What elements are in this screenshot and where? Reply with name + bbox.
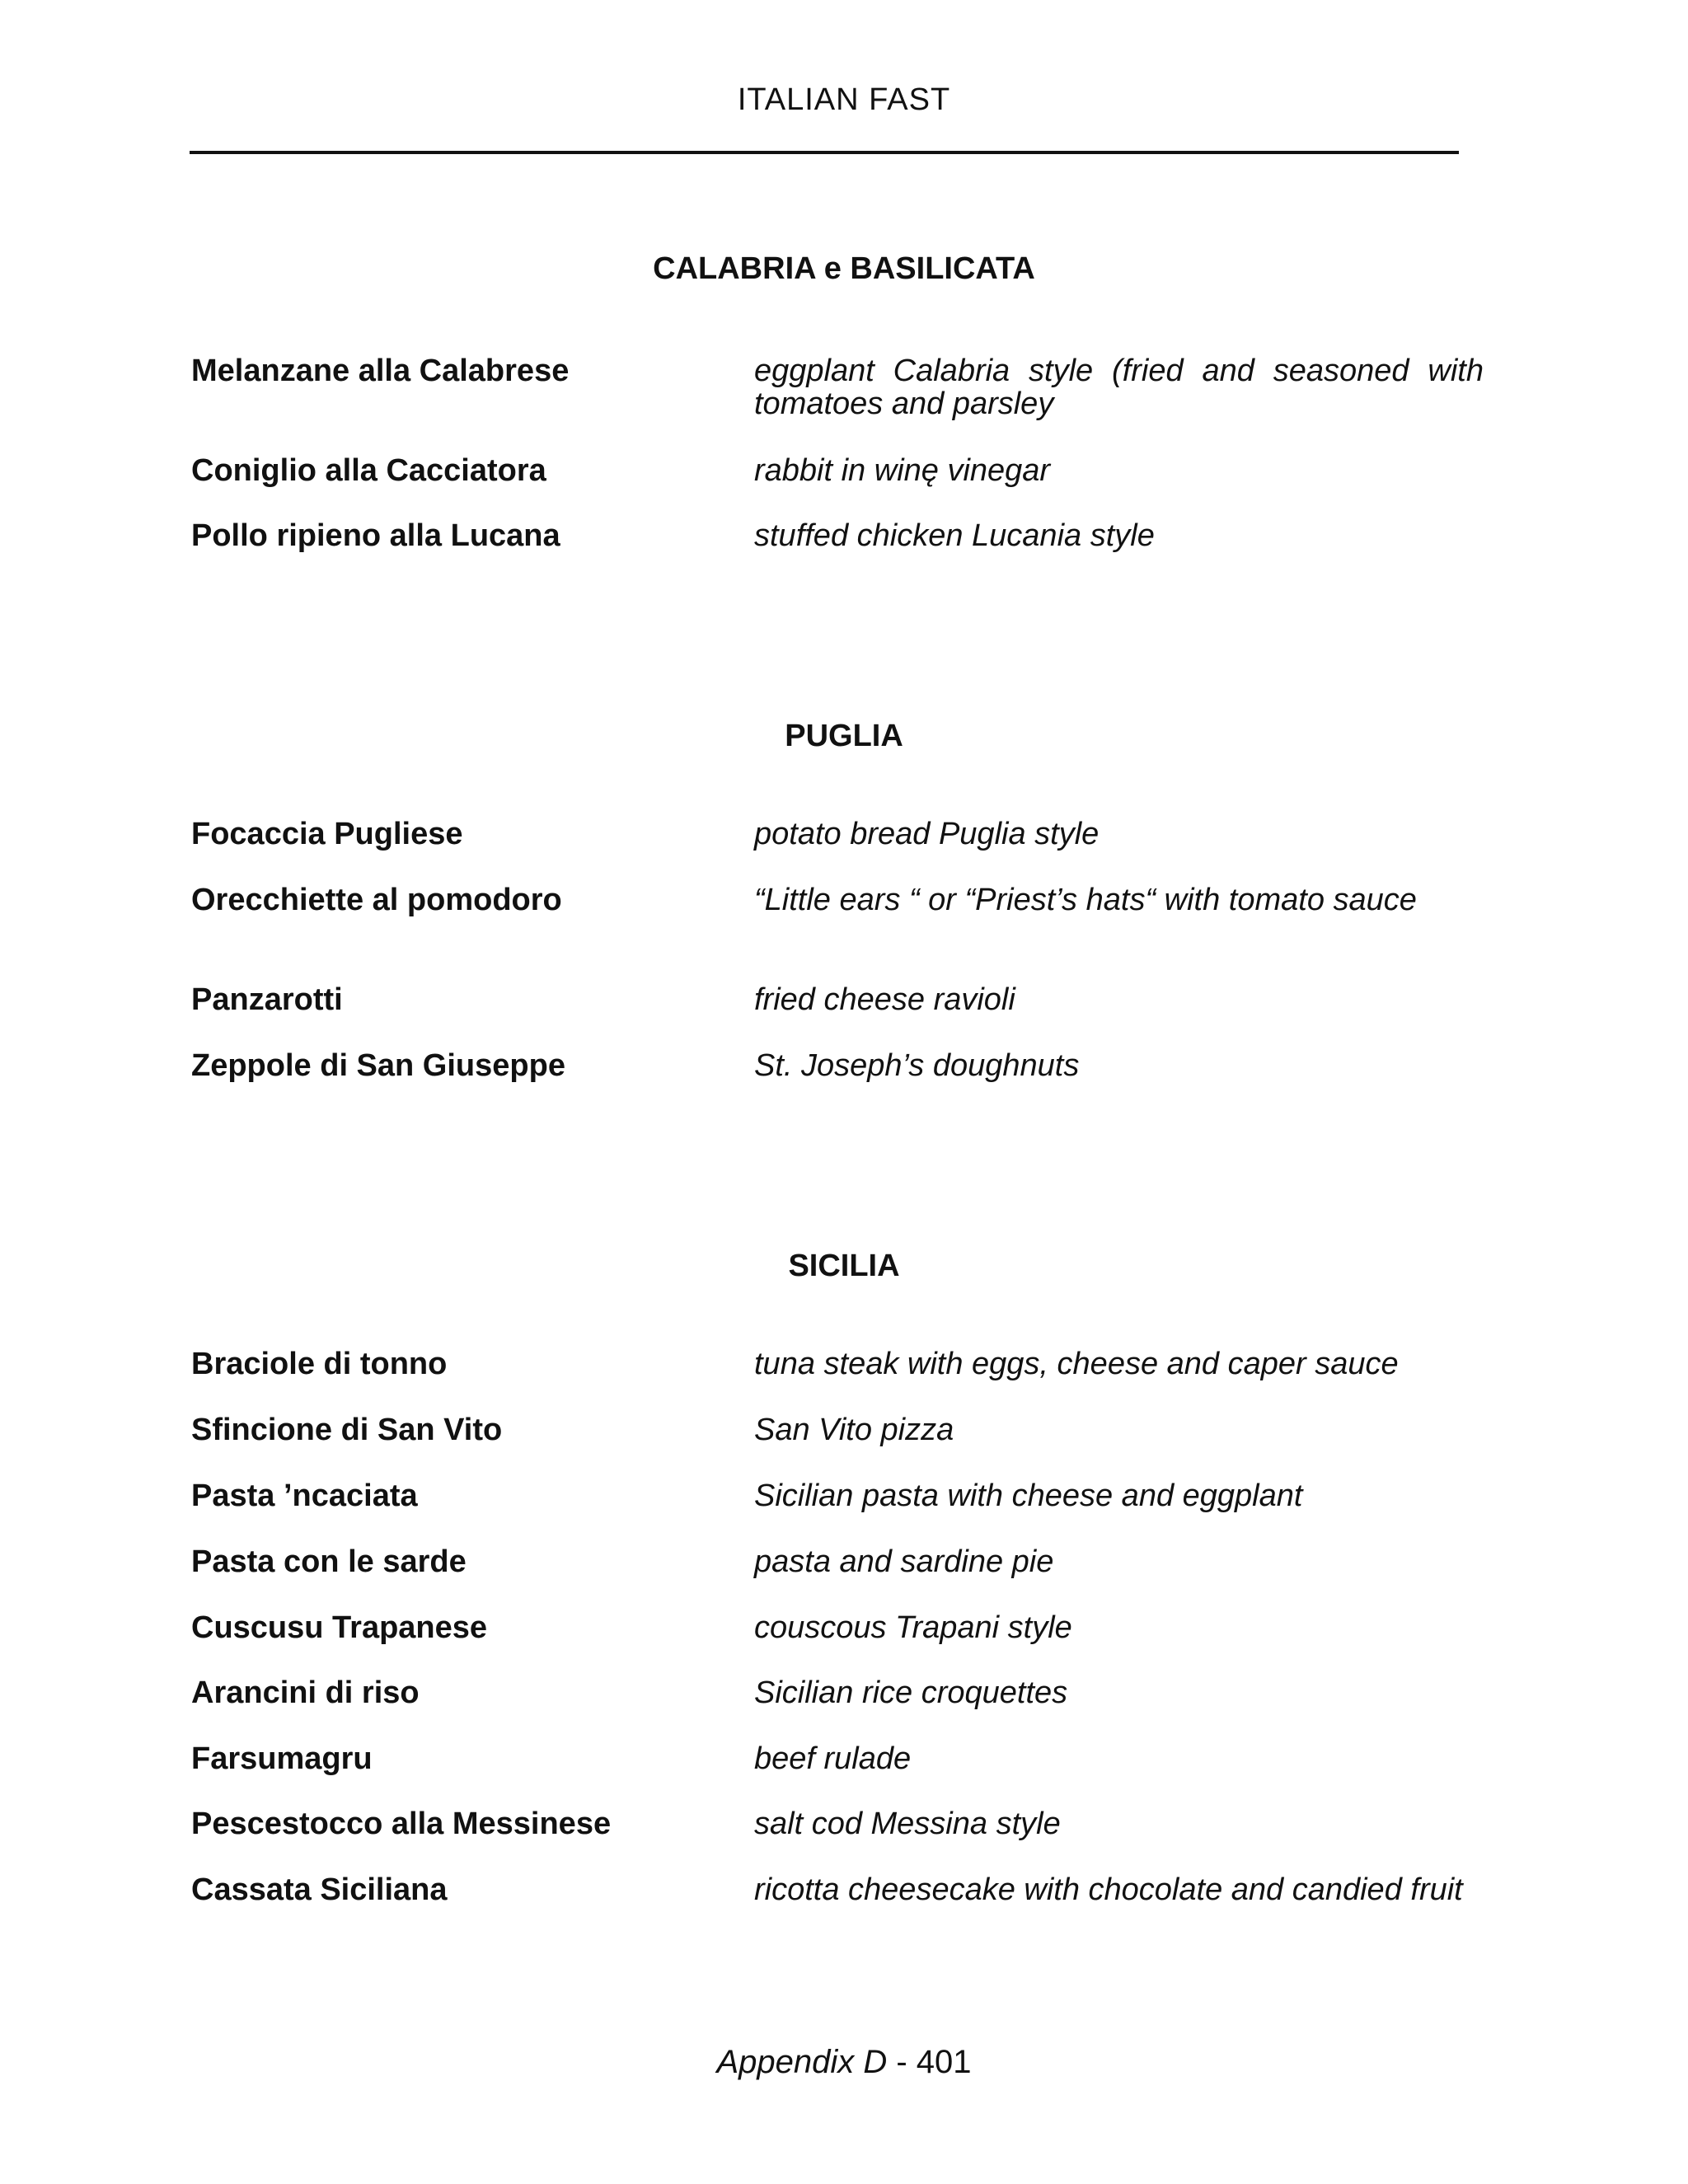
dish-name: Braciole di tonno [191, 1347, 448, 1381]
dish-description: pasta and sardine pie [754, 1544, 1054, 1579]
section-title-puglia: PUGLIA [785, 719, 903, 753]
header-rule [190, 151, 1459, 154]
dish-name: Pollo ripieno alla Lucana [191, 518, 560, 553]
dish-description: “Little ears “ or “Priest’s hats“ with tomato sauce [754, 883, 1417, 917]
dish-description: fried cheese ravioli [754, 982, 1015, 1017]
dish-name: Focaccia Pugliese [191, 817, 463, 851]
dish-name: Coniglio alla Cacciatora [191, 453, 546, 488]
dish-description: Sicilian rice croquettes [754, 1675, 1068, 1710]
dish-description: rabbit in winę vinegar [754, 453, 1051, 488]
dish-name: Zeppole di San Giuseppe [191, 1048, 565, 1083]
dish-name: Sfincione di San Vito [191, 1413, 503, 1447]
dish-description: ricotta cheesecake with chocolate and candied fruit [754, 1872, 1463, 1907]
page-header: ITALIAN FAST [737, 82, 951, 117]
dish-description: San Vito pizza [754, 1413, 954, 1447]
footer-appendix-label: Appendix D [716, 2044, 888, 2080]
dish-name: Farsumagru [191, 1741, 373, 1776]
footer-separator: - [887, 2044, 917, 2080]
section-title-sicilia: SICILIA [788, 1249, 900, 1283]
dish-name: Cassata Siciliana [191, 1872, 448, 1907]
dish-name: Cuscusu Trapanese [191, 1610, 488, 1645]
page-number: 401 [916, 2044, 972, 2080]
dish-description: tuna steak with eggs, cheese and caper sauce [754, 1347, 1399, 1381]
dish-name: Pasta con le sarde [191, 1544, 467, 1579]
dish-name: Arancini di riso [191, 1675, 420, 1710]
dish-description: eggplant Calabria style (fried and seasoned with tomatoes and parsley [754, 354, 1484, 421]
dish-description: stuffed chicken Lucania style [754, 518, 1155, 553]
dish-description: St. Joseph’s doughnuts [754, 1048, 1080, 1083]
dish-name: Pescestocco alla Messinese [191, 1807, 612, 1841]
dish-name: Pasta ’ncaciata [191, 1479, 418, 1513]
dish-description: couscous Trapani style [754, 1610, 1072, 1645]
dish-description: beef rulade [754, 1741, 912, 1776]
dish-description: potato bread Puglia style [754, 817, 1100, 851]
dish-description: Sicilian pasta with cheese and eggplant [754, 1479, 1303, 1513]
dish-name: Melanzane alla Calabrese [191, 354, 570, 388]
dish-name: Panzarotti [191, 982, 343, 1017]
dish-name: Orecchiette al pomodoro [191, 883, 562, 917]
dish-description: salt cod Messina style [754, 1807, 1061, 1841]
section-title-calabria-basilicata: CALABRIA e BASILICATA [653, 251, 1035, 286]
page-footer [0, 2044, 1688, 2081]
